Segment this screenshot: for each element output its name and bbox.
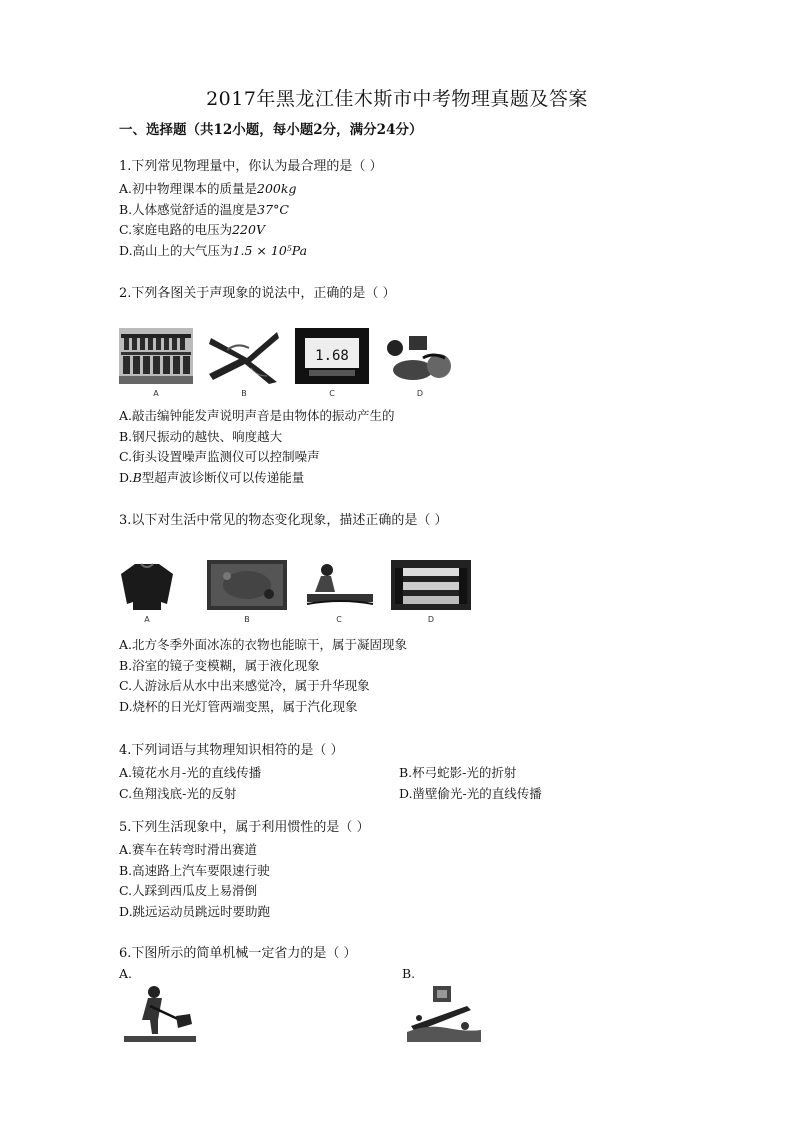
question-stem: 5.下列生活现象中，属于利用惯性的是（ ） [119, 820, 370, 835]
option-d: D.凿壁偷光-光的直线传播 [399, 785, 542, 801]
option-d: D.跳远运动员跳远时要助跑 [119, 903, 271, 919]
question-6 [119, 943, 357, 966]
option-d: D.B型超声波诊断仪可以传递能量 [119, 469, 305, 485]
bianzhong-image [119, 328, 193, 398]
figure-label: D [427, 615, 435, 624]
page-title: 2017年黑龙江佳木斯市中考物理真题及答案 [206, 88, 588, 110]
option-a: A.初中物理课本的质量是200kg [119, 181, 297, 196]
math-value: 1.5 × 10⁵Pa [232, 242, 308, 258]
option-b: B.高速路上汽车要限速行驶 [119, 862, 270, 878]
lcd-reading: 1.68 [315, 348, 349, 364]
option-c: C.家庭电路的电压为220V [119, 222, 265, 237]
figure-label: B [241, 389, 247, 398]
question-2 [119, 283, 396, 306]
figure-label: B [244, 615, 250, 624]
figure-label: A [144, 615, 150, 624]
noise-monitor-image [295, 328, 369, 398]
options-row-2 [119, 784, 679, 805]
option-b-label: B. [402, 966, 416, 981]
question-stem: 4.下列词语与其物理知识相符的是（ ） [119, 743, 344, 758]
option-b: B.浴室的镜子变模糊，属于液化现象 [119, 657, 320, 673]
question-5 [119, 817, 370, 922]
option-b: B.杯弓蛇影-光的折射 [399, 765, 517, 780]
math-value: 200kg [257, 181, 297, 196]
question-stem: 1.下列常见物理量中，你认为最合理的是（ ） [119, 159, 383, 174]
question-3-options [119, 635, 407, 717]
q2-figure-row [119, 328, 457, 398]
option-a-label: A. [119, 966, 133, 981]
crowbar-image [407, 982, 481, 1042]
option-c: C.人游泳后从水中出来感觉冷，属于升华现象 [119, 678, 370, 693]
section-heading: 一、选择题（共12小题，每小题2分，满分24分） [119, 122, 423, 138]
question-stem: 6.下图所示的简单机械一定省力的是（ ） [119, 946, 357, 961]
option-d: D.高山上的大气压为1.5 × 10⁵Pa [119, 242, 308, 258]
option-c: C.人踩到西瓜皮上易滑倒 [119, 883, 258, 898]
option-a: A.敲击编钟能发声说明声音是由物体的振动产生的 [119, 408, 395, 423]
option-d: D.烧杯的日光灯管两端变黑，属于汽化现象 [119, 698, 358, 714]
foggy-mirror-image [207, 560, 287, 624]
option-c: C.鱼翔浅底-光的反射 [119, 785, 237, 801]
question-stem: 3.以下对生活中常见的物态变化现象，描述正确的是（ ） [119, 513, 448, 528]
option-a: A.镜花水月-光的直线传播 [119, 765, 262, 780]
question-stem: 2.下列各图关于声现象的说法中，正确的是（ ） [119, 286, 396, 301]
option-b: B.钢尺振动的越快、响度越大 [119, 428, 283, 444]
ultrasound-image [383, 328, 457, 398]
swimmer-image [301, 560, 377, 624]
question-2-options [119, 406, 395, 488]
question-4 [119, 740, 679, 804]
options-row-1 [119, 763, 679, 784]
question-1 [119, 156, 383, 261]
math-value: 220V [232, 222, 265, 237]
figure-label: C [329, 389, 335, 398]
shovel-worker-image [124, 984, 196, 1042]
math-value: 37°C [257, 201, 289, 217]
figure-label: C [336, 615, 342, 624]
sweater-image [119, 560, 175, 624]
q3-figure-row [119, 560, 471, 624]
ruler-vibration-image [207, 328, 281, 398]
option-a: A.赛车在转弯时滑出赛道 [119, 842, 258, 857]
fluorescent-tube-image [391, 560, 471, 624]
figure-label: D [416, 389, 424, 398]
option-c: C.街头设置噪声监测仪可以控制噪声 [119, 449, 320, 464]
option-b: B.人体感觉舒适的温度是37°C [119, 201, 289, 217]
question-3 [119, 510, 448, 533]
option-a: A.北方冬季外面冰冻的衣物也能晾干，属于凝固现象 [119, 637, 408, 652]
figure-label: A [153, 389, 159, 398]
